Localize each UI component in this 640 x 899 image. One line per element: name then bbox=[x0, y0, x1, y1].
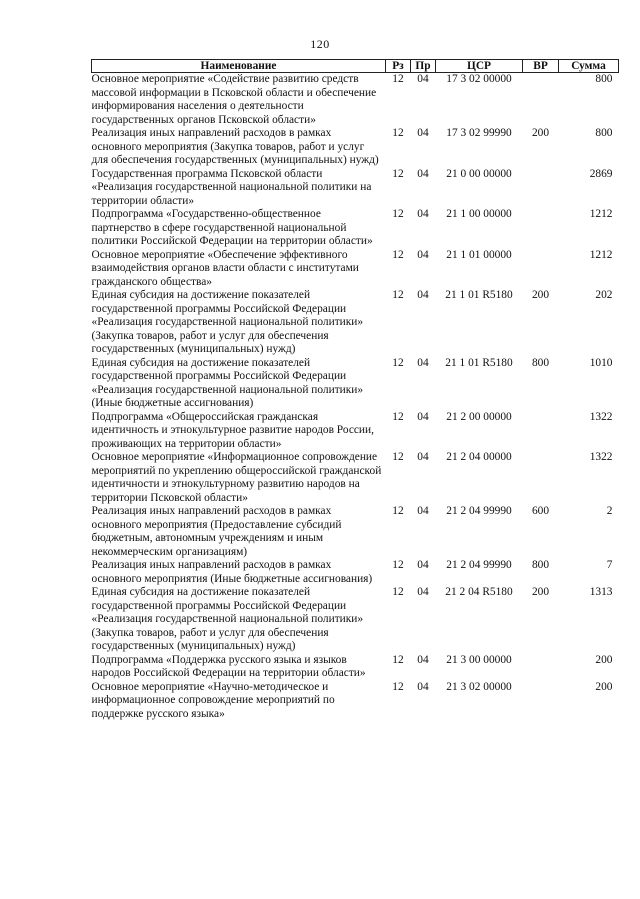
table-row bbox=[92, 208, 619, 249]
table-row bbox=[92, 168, 619, 209]
cell-vr bbox=[523, 681, 559, 722]
cell-rz: 12 bbox=[392, 451, 404, 463]
cell-csr: 17 3 02 99990 bbox=[446, 127, 512, 139]
table-header-row bbox=[92, 60, 619, 73]
cell-rz: 12 bbox=[392, 248, 404, 261]
cell-name: Государственная программа Псковской области «Реализация государственной национальной политики на территории области» bbox=[91, 167, 372, 207]
cell-rz: 12 bbox=[392, 410, 404, 423]
cell-csr: 21 1 01 R5180 bbox=[445, 289, 513, 301]
cell-name: Подпрограмма «Общероссийская гражданская идентичность и этнокультурное развитие народов России, проживающих на территории области» bbox=[91, 410, 374, 450]
cell-name: Единая субсидия на достижение показателей государственной программы Российской Федерации «Реализация государственной национальной политики» (Иные бюджетные ассигнования) bbox=[91, 356, 364, 409]
table-row bbox=[92, 505, 619, 559]
table-row bbox=[92, 654, 619, 681]
cell-vr: 200 bbox=[531, 586, 550, 598]
cell-name: Основное мероприятие «Научно-методическое и информационное сопровождение мероприятий по поддержке русского языка» bbox=[91, 680, 335, 720]
cell-name: Единая субсидия на достижение показателей государственной программы Российской Федерации «Реализация государственной национальной политики» (Закупка товаров, работ и услуг для обеспечения государственных (муниципальных) нужд) bbox=[91, 586, 364, 652]
cell-name: Подпрограмма «Государственно-общественное партнерство в сфере государственной национальной политики Российской Федерации на территории области» bbox=[91, 208, 373, 247]
cell-csr: 21 3 02 00000 bbox=[446, 680, 512, 693]
cell-pr: 04 bbox=[417, 410, 429, 423]
cell-name: Единая субсидия на достижение показателей государственной программы Российской Федерации «Реализация государственной национальной политики» (Закупка товаров, работ и услуг для обеспечения государственных (муниципальных) нужд) bbox=[91, 289, 364, 355]
cell-pr: 04 bbox=[417, 167, 429, 180]
cell-rz: 12 bbox=[392, 559, 404, 571]
page-number: 120 bbox=[310, 37, 330, 51]
cell-pr: 04 bbox=[417, 559, 429, 571]
cell-vr bbox=[523, 654, 559, 681]
cell-pr: 04 bbox=[417, 451, 429, 463]
cell-name: Реализация иных направлений расходов в рамках основного мероприятия (Иные бюджетные ассигнования) bbox=[91, 559, 373, 585]
cell-sum: 1010 bbox=[589, 356, 613, 369]
cell-pr: 04 bbox=[417, 73, 429, 85]
column-header-sum: Сумма bbox=[559, 60, 619, 73]
cell-sum: 1212 bbox=[589, 208, 613, 220]
cell-vr bbox=[523, 451, 559, 505]
cell-sum: 7 bbox=[606, 559, 613, 571]
cell-rz: 12 bbox=[392, 167, 404, 180]
cell-csr: 21 3 00 00000 bbox=[446, 653, 512, 666]
cell-sum: 1212 bbox=[589, 248, 613, 261]
cell-name: Реализация иных направлений расходов в рамках основного мероприятия (Предоставление субсидий бюджетным, автономным учреждениям и иным некоммерческим организациям) bbox=[91, 505, 342, 558]
cell-pr: 04 bbox=[417, 248, 429, 261]
cell-sum: 2 bbox=[606, 505, 613, 517]
cell-sum: 800 bbox=[595, 73, 613, 85]
cell-csr: 17 3 02 00000 bbox=[446, 73, 512, 85]
cell-vr: 600 bbox=[531, 505, 550, 517]
column-header-vr: ВР bbox=[523, 60, 559, 73]
cell-vr: 200 bbox=[531, 289, 550, 301]
cell-name: Подпрограмма «Поддержка русского языка и языков народов Российской Федерации на территории области» bbox=[91, 653, 366, 679]
cell-csr: 21 1 00 00000 bbox=[446, 208, 512, 220]
cell-pr: 04 bbox=[417, 653, 429, 666]
cell-csr: 21 2 04 00000 bbox=[446, 451, 512, 463]
cell-rz: 12 bbox=[392, 680, 404, 693]
table-row bbox=[92, 127, 619, 168]
cell-sum: 202 bbox=[595, 289, 613, 301]
table-body bbox=[92, 73, 619, 722]
cell-rz: 12 bbox=[392, 586, 404, 598]
cell-vr bbox=[523, 411, 559, 452]
table-row bbox=[92, 681, 619, 722]
cell-rz: 12 bbox=[392, 208, 404, 220]
cell-vr: 200 bbox=[531, 127, 550, 139]
cell-pr: 04 bbox=[417, 356, 429, 369]
cell-csr: 21 2 04 R5180 bbox=[445, 586, 513, 598]
cell-name: Реализация иных направлений расходов в рамках основного мероприятия (Закупка товаров, работ и услуг для обеспечения государственных (муниципальных) нужд) bbox=[91, 127, 379, 166]
cell-rz: 12 bbox=[392, 356, 404, 369]
cell-csr: 21 1 01 00000 bbox=[446, 248, 512, 261]
cell-sum: 200 bbox=[595, 653, 613, 666]
cell-sum: 1322 bbox=[589, 410, 613, 423]
cell-rz: 12 bbox=[392, 73, 404, 85]
cell-sum: 1322 bbox=[589, 451, 613, 463]
cell-rz: 12 bbox=[392, 127, 404, 139]
column-header-name: Наименование bbox=[92, 60, 386, 73]
cell-pr: 04 bbox=[417, 208, 429, 220]
cell-sum: 2869 bbox=[589, 167, 613, 180]
table-row bbox=[92, 357, 619, 411]
table-row bbox=[92, 586, 619, 654]
cell-rz: 12 bbox=[392, 505, 404, 517]
cell-csr: 21 1 01 R5180 bbox=[445, 356, 513, 369]
cell-sum: 1313 bbox=[589, 586, 613, 598]
cell-sum: 200 bbox=[595, 680, 613, 693]
column-header-pr: Пр bbox=[411, 60, 436, 73]
cell-pr: 04 bbox=[417, 505, 429, 517]
table-row bbox=[92, 411, 619, 452]
cell-csr: 21 0 00 00000 bbox=[446, 167, 512, 180]
table-row bbox=[92, 73, 619, 128]
cell-csr: 21 2 04 99990 bbox=[446, 505, 512, 517]
cell-rz: 12 bbox=[392, 289, 404, 301]
cell-pr: 04 bbox=[417, 127, 429, 139]
table-row bbox=[92, 559, 619, 586]
table-row bbox=[92, 451, 619, 505]
cell-name: Основное мероприятие «Информационное сопровождение мероприятий по укреплению общероссийской гражданской идентичности и этнокультурному развитию народов на территории Псковской области» bbox=[91, 451, 382, 504]
cell-name: Основное мероприятие «Содействие развитию средств массовой информации в Псковской области и обеспечение информирования населения о деятельности государственных органов Псковской области» bbox=[91, 73, 377, 126]
cell-vr bbox=[523, 73, 559, 128]
table-row bbox=[92, 249, 619, 290]
column-header-rz: Рз bbox=[386, 60, 411, 73]
cell-pr: 04 bbox=[417, 586, 429, 598]
cell-vr bbox=[523, 208, 559, 249]
budget-table bbox=[91, 59, 619, 721]
cell-csr: 21 2 04 99990 bbox=[446, 559, 512, 571]
cell-vr: 800 bbox=[531, 559, 550, 571]
cell-sum: 800 bbox=[595, 127, 613, 139]
cell-pr: 04 bbox=[417, 680, 429, 693]
cell-csr: 21 2 00 00000 bbox=[446, 410, 512, 423]
column-header-csr: ЦСР bbox=[436, 60, 523, 73]
cell-vr: 800 bbox=[531, 356, 550, 369]
cell-vr bbox=[523, 168, 559, 209]
cell-name: Основное мероприятие «Обеспечение эффективного взаимодействия органов власти области с институтами гражданского общества» bbox=[91, 248, 359, 288]
table-row bbox=[92, 289, 619, 357]
cell-pr: 04 bbox=[417, 289, 429, 301]
cell-vr bbox=[523, 249, 559, 290]
cell-rz: 12 bbox=[392, 653, 404, 666]
